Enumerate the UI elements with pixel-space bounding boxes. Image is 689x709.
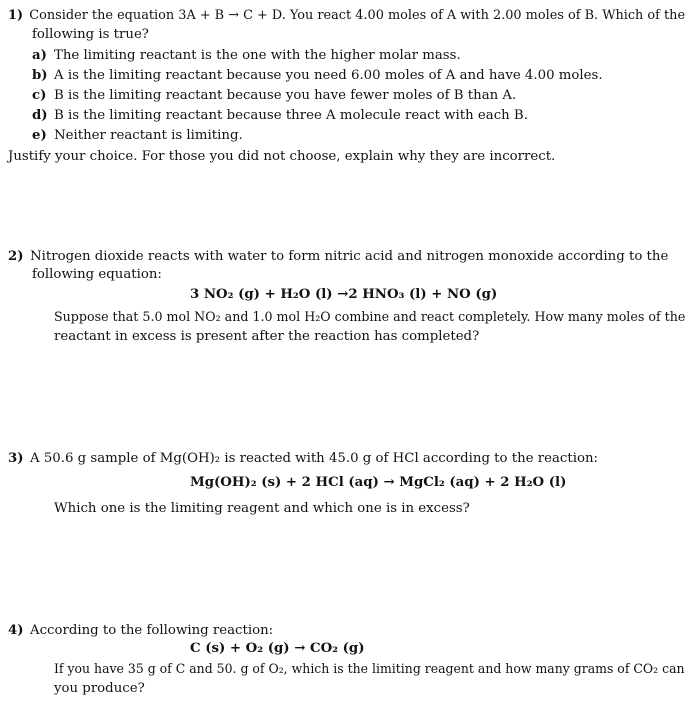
option-c [32,86,516,105]
option-b [32,66,603,85]
question-text: A 50.6 g sample of Mg(OH)₂ is reacted with 45.0 g of HCl according to the reaction: [30,451,599,466]
question-body-continued: reactant in excess is present after the reaction has completed? [54,329,480,344]
option-letter: d) [32,108,48,123]
question-number: 2) [8,249,24,264]
question-text-continued: following is true? [32,27,149,42]
question-text: According to the following reaction: [30,623,274,638]
question-body: Suppose that 5.0 mol NO₂ and 1.0 mol H₂O combine and react completely. How many moles of the [54,310,686,325]
question-1 [8,6,685,25]
chemical-equation: Mg(OH)₂ (s) + 2 HCl (aq) → MgCl₂ (aq) + 2 H₂O (l) [190,475,567,490]
question-3 [8,449,598,468]
option-text: A is the limiting reactant because you need 6.00 moles of A and have 4.00 moles. [54,68,603,83]
question-number: 1) [8,8,24,23]
option-text: B is the limiting reactant because three A molecule react with each B. [54,108,528,123]
question-body: If you have 35 g of C and 50. g of O₂, which is the limiting reagent and how many grams of CO₂ can [54,662,685,677]
option-text: B is the limiting reactant because you have fewer moles of B than A. [54,88,517,103]
option-a [32,46,461,65]
option-letter: e) [32,128,47,143]
option-e [32,126,243,145]
justify-instruction: Justify your choice. For those you did not choose, explain why they are incorrect. [8,149,556,164]
question-2 [8,247,668,266]
question-number: 4) [8,623,24,638]
option-letter: b) [32,68,48,83]
option-d [32,106,528,125]
option-text: The limiting reactant is the one with the higher molar mass. [54,48,461,63]
chemical-equation: 3 NO₂ (g) + H₂O (l) →2 HNO₃ (l) + NO (g) [190,287,498,302]
question-body: Which one is the limiting reagent and which one is in excess? [54,501,470,516]
chemical-equation: C (s) + O₂ (g) → CO₂ (g) [190,641,365,656]
question-number: 3) [8,451,24,466]
option-letter: a) [32,48,47,63]
question-body-continued: you produce? [54,681,145,696]
option-text: Neither reactant is limiting. [54,128,243,143]
question-4 [8,621,273,640]
question-text: Consider the equation 3A + B → C + D. You react 4.00 moles of A with 2.00 moles of B. Which of the [29,8,686,23]
option-letter: c) [32,88,47,103]
question-text: Nitrogen dioxide reacts with water to form nitric acid and nitrogen monoxide according to the [30,249,669,264]
question-text-continued: following equation: [32,267,162,282]
